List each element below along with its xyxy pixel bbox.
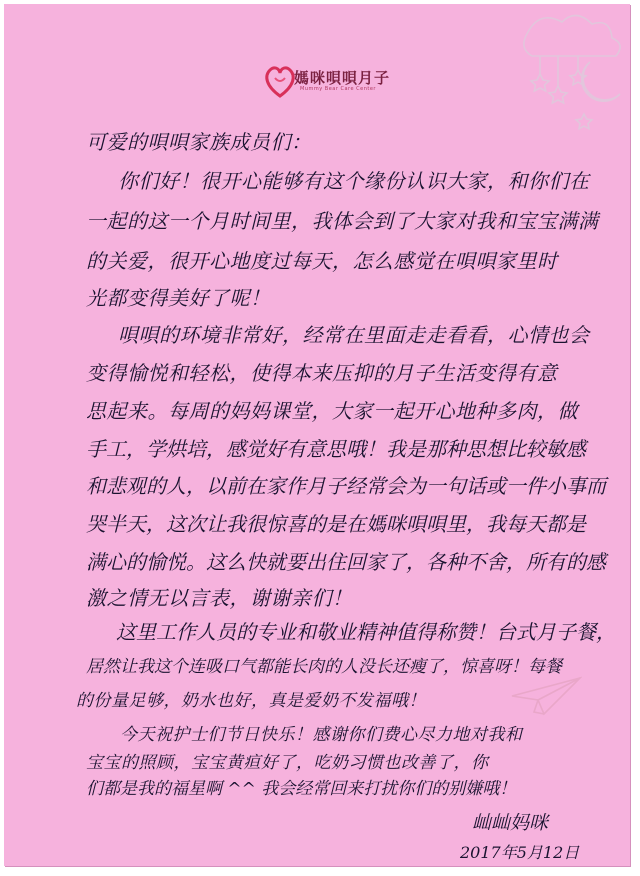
logo-subtitle: Mummy Bear Care Center (300, 86, 376, 92)
letter-line: 思起来。每周的妈妈课堂，大家一起开心地种多肉，做 (86, 399, 578, 423)
signature-name: 屾屾妈咪 (472, 812, 549, 834)
letter-line: 今天祝护士们节日快乐！感谢你们费心尽力地对我和 (120, 725, 523, 745)
letter-line: 宝宝的照顾，宝宝黄疸好了，吃奶习惯也改善了，你 (86, 753, 489, 773)
letter-line: 满心的愉悦。这么快就要出住回家了，各种不舍，所有的感 (86, 550, 606, 574)
letter-line: 手工，学烘培，感觉好有意思哦！我是那种思想比较敏感 (86, 437, 586, 461)
letter-line: 可爱的唄唄家族成员们： (86, 130, 312, 154)
brand-logo (262, 62, 412, 102)
logo-name: 媽咪唄唄月子 (294, 69, 391, 87)
moon-stars-decoration (480, 4, 630, 144)
letter-line: 们都是我的福星啊 ^^ 我会经常回来打扰你们的别嫌哦！ (86, 779, 517, 799)
letter-page (4, 4, 630, 866)
letter-line: 的关爱，很开心地度过每天，怎么感觉在唄唄家里时 (86, 249, 558, 273)
letter-line: 光都变得美好了呢！ (86, 286, 271, 310)
paper-plane-icon (510, 674, 582, 720)
letter-line: 和悲观的人，以前在家作月子经常会为一句话或一件小事而 (86, 474, 606, 498)
letter-line: 哭半天，这次让我很惊喜的是在媽咪唄唄里，我每天都是 (86, 512, 586, 536)
heart-logo-icon (262, 62, 298, 100)
signature-date: 2017年5月12日 (460, 843, 580, 862)
letter-line: 一起的这一个月时间里，我体会到了大家对我和宝宝满满 (86, 209, 599, 233)
letter-line: 变得愉悦和轻松，使得本来压抑的月子生活变得有意 (86, 361, 558, 385)
letter-line: 的份量足够，奶水也好，真是爱奶不发福哦！ (76, 691, 426, 711)
letter-line: 唄唄的环境非常好，经常在里面走走看看，心情也会 (118, 323, 590, 347)
letter-line: 你们好！很开心能够有这个缘份认识大家，和你们在 (118, 169, 590, 193)
letter-line: 激之情无以言表，谢谢亲们！ (86, 586, 353, 610)
letter-line: 居然让我这个连吸口气都能长肉的人没长还瘦了，惊喜呀！每餐 (86, 657, 562, 677)
letter-line: 这里工作人员的专业和敬业精神值得称赞！台式月子餐， (116, 620, 616, 644)
